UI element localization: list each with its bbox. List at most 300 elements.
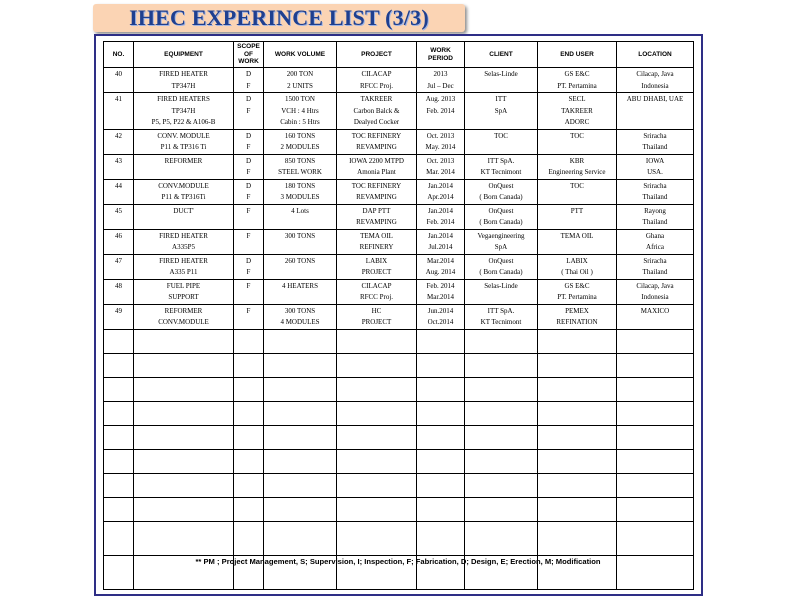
cell-scope — [234, 229, 264, 254]
empty-cell — [465, 473, 538, 497]
cell-equipment — [134, 229, 234, 254]
empty-cell — [104, 449, 134, 473]
cell-line: RFCC Proj. — [359, 293, 394, 301]
cell-line: PROJECT — [361, 268, 392, 276]
cell-line: A335P5 — [172, 243, 195, 251]
cell-line: Oct. 2013 — [426, 131, 455, 140]
empty-cell — [234, 353, 264, 377]
cell-line: 43 — [115, 156, 122, 165]
cell-line: PTT — [570, 206, 584, 215]
cell-line: 4 HEATERS — [282, 281, 318, 290]
cell-no — [104, 129, 134, 154]
table-row — [104, 204, 694, 229]
empty-cell — [465, 353, 538, 377]
cell-line: Feb. 2014 — [426, 218, 455, 226]
cell-end-user — [538, 179, 617, 204]
cell-period — [417, 204, 465, 229]
empty-cell — [234, 329, 264, 353]
empty-cell — [617, 449, 694, 473]
cell-scope — [234, 68, 264, 93]
cell-client — [465, 279, 538, 304]
header-no: NO. — [104, 42, 134, 68]
cell-line: FIRED HEATERS — [157, 95, 210, 103]
cell-line: MAXICO — [640, 306, 670, 315]
cell-line: 2 MODULES — [280, 143, 320, 151]
cell-volume — [264, 229, 337, 254]
empty-cell — [465, 497, 538, 521]
cell-line: Aug. 2013 — [425, 95, 456, 103]
header-equipment: EQUIPMENT — [134, 42, 234, 68]
empty-cell — [104, 497, 134, 521]
cell-client — [465, 204, 538, 229]
cell-line: REFORMER — [164, 306, 203, 315]
cell-line: A335 P11 — [169, 268, 198, 276]
cell-line: Cilacap, Java — [636, 70, 674, 78]
table-row — [104, 254, 694, 279]
empty-cell — [234, 401, 264, 425]
cell-line: ITT SpA. — [487, 306, 515, 315]
cell-line: LABIX — [365, 256, 388, 265]
cell-equipment — [134, 93, 234, 130]
cell-location — [617, 154, 694, 179]
cell-line: KT Tecnimont — [480, 168, 522, 176]
cell-line: 49 — [115, 306, 122, 315]
cell-line: Africa — [646, 243, 664, 251]
cell-line: USA. — [647, 168, 663, 176]
cell-line: IOWA 2200 MTPD — [349, 156, 404, 165]
cell-line: TOC — [494, 131, 508, 140]
empty-cell — [465, 377, 538, 401]
cell-line: D — [245, 131, 252, 140]
empty-cell — [134, 425, 234, 449]
table-row — [104, 279, 694, 304]
empty-cell — [264, 377, 337, 401]
cell-location — [617, 304, 694, 329]
cell-line: F — [246, 168, 251, 176]
cell-line: Thailand — [642, 143, 668, 151]
cell-line: 160 TONS — [284, 131, 316, 140]
cell-line: TOC — [570, 131, 584, 140]
cell-end-user — [538, 93, 617, 130]
cell-volume — [264, 93, 337, 130]
cell-period — [417, 279, 465, 304]
cell-no — [104, 229, 134, 254]
header-row — [104, 42, 694, 68]
cell-line: REVAMPING — [356, 143, 397, 151]
cell-line: SUPPORT — [168, 293, 199, 301]
cell-line: ABU DHABI, UAE — [626, 95, 684, 103]
empty-cell — [234, 473, 264, 497]
empty-cell — [337, 449, 417, 473]
cell-no — [104, 204, 134, 229]
empty-cell — [417, 353, 465, 377]
cell-line: Sriracha — [643, 256, 667, 265]
cell-line: TP347H — [171, 106, 196, 115]
cell-no — [104, 279, 134, 304]
cell-line: TAKREER — [561, 106, 593, 115]
cell-line: Apr.2014 — [427, 193, 454, 201]
cell-line: Thailand — [642, 193, 668, 201]
cell-location — [617, 179, 694, 204]
cell-end-user — [538, 68, 617, 93]
cell-line: 46 — [115, 231, 122, 240]
cell-line: 2013 — [433, 70, 448, 78]
cell-line: Thailand — [642, 218, 668, 226]
cell-line: PT. Pertamina — [557, 293, 597, 301]
cell-line: F — [246, 268, 251, 276]
cell-project — [337, 304, 417, 329]
empty-cell — [617, 353, 694, 377]
cell-line: TOC REFINERY — [351, 131, 402, 140]
cell-volume — [264, 154, 337, 179]
empty-cell — [417, 449, 465, 473]
cell-line: 4 Lots — [291, 206, 309, 215]
cell-end-user — [538, 229, 617, 254]
table-row — [104, 129, 694, 154]
cell-line: 200 TON — [286, 70, 314, 78]
cell-equipment — [134, 254, 234, 279]
empty-row — [104, 497, 694, 521]
empty-cell — [417, 401, 465, 425]
empty-cell — [617, 329, 694, 353]
empty-cell — [134, 497, 234, 521]
cell-line: Mar. 2014 — [426, 168, 455, 176]
empty-cell — [234, 425, 264, 449]
cell-line: 850 TONS — [284, 156, 316, 165]
cell-client — [465, 68, 538, 93]
empty-cell — [417, 425, 465, 449]
empty-cell — [104, 473, 134, 497]
cell-end-user — [538, 279, 617, 304]
cell-line: RFCC Proj. — [359, 81, 394, 90]
cell-line: 2 UNITS — [287, 81, 313, 90]
cell-line: HC — [371, 306, 382, 315]
empty-cell — [417, 473, 465, 497]
cell-no — [104, 68, 134, 93]
cell-line: REVAMPING — [356, 218, 397, 226]
empty-cell — [417, 377, 465, 401]
empty-cell — [134, 449, 234, 473]
cell-line: Jul.2014 — [428, 243, 453, 251]
empty-cell — [337, 377, 417, 401]
cell-line: Dealyed Cocker — [353, 118, 400, 126]
cell-line: DUCT' — [173, 206, 194, 215]
cell-line: 180 TONS — [284, 181, 316, 190]
cell-line: F — [246, 231, 251, 240]
cell-line: F — [246, 106, 251, 115]
cell-line: Jan.2014 — [427, 231, 454, 240]
cell-location — [617, 254, 694, 279]
cell-line: TOC REFINERY — [351, 181, 402, 190]
empty-row — [104, 473, 694, 497]
cell-line: PROJECT — [361, 318, 392, 326]
cell-line: 45 — [115, 206, 122, 215]
cell-line: PEMEX — [565, 306, 589, 315]
cell-location — [617, 279, 694, 304]
cell-line: F — [246, 143, 251, 151]
empty-cell — [264, 521, 337, 555]
cell-line: Selas-Linde — [484, 70, 518, 78]
cell-line: 300 TONS — [284, 306, 316, 315]
empty-row — [104, 521, 694, 555]
cell-line: STEEL WORK — [278, 168, 322, 176]
cell-line: TOC — [570, 181, 584, 190]
empty-cell — [264, 497, 337, 521]
cell-line: VCH : 4 Htrs — [281, 106, 319, 115]
cell-line: FIRED HEATER — [159, 231, 208, 240]
cell-scope — [234, 304, 264, 329]
empty-cell — [465, 329, 538, 353]
cell-volume — [264, 304, 337, 329]
table-row — [104, 304, 694, 329]
cell-client — [465, 254, 538, 279]
cell-project — [337, 129, 417, 154]
empty-cell — [417, 329, 465, 353]
cell-location — [617, 229, 694, 254]
cell-line: SpA — [494, 106, 508, 115]
header-work-volume: WORK VOLUME — [264, 42, 337, 68]
cell-project — [337, 279, 417, 304]
cell-line: CILACAP — [361, 281, 392, 290]
empty-cell — [104, 425, 134, 449]
empty-cell — [617, 473, 694, 497]
cell-line: OnQuest — [488, 206, 514, 215]
cell-location — [617, 129, 694, 154]
header-end-user: END USER — [538, 42, 617, 68]
cell-scope — [234, 93, 264, 130]
cell-project — [337, 93, 417, 130]
empty-cell — [264, 401, 337, 425]
cell-line: OnQuest — [488, 181, 514, 190]
cell-volume — [264, 179, 337, 204]
cell-line: Oct. 2013 — [426, 156, 455, 165]
cell-client — [465, 179, 538, 204]
empty-cell — [134, 401, 234, 425]
cell-scope — [234, 179, 264, 204]
cell-line: Sriracha — [643, 181, 667, 190]
cell-client — [465, 154, 538, 179]
empty-cell — [337, 425, 417, 449]
cell-scope — [234, 279, 264, 304]
cell-line: D — [245, 256, 252, 265]
empty-cell — [538, 425, 617, 449]
cell-line: REFINATION — [556, 318, 598, 326]
table-row — [104, 154, 694, 179]
cell-line: 3 MODULES — [280, 193, 320, 201]
empty-cell — [538, 521, 617, 555]
empty-cell — [617, 521, 694, 555]
cell-line: 44 — [115, 181, 122, 190]
cell-line: 300 TONS — [284, 231, 316, 240]
cell-end-user — [538, 204, 617, 229]
cell-line: D — [245, 95, 252, 103]
cell-end-user — [538, 304, 617, 329]
empty-cell — [538, 329, 617, 353]
cell-line: ITT — [495, 95, 507, 103]
cell-no — [104, 304, 134, 329]
cell-line: TP347H — [171, 81, 196, 90]
cell-period — [417, 304, 465, 329]
empty-cell — [538, 497, 617, 521]
empty-cell — [134, 353, 234, 377]
table-row — [104, 229, 694, 254]
table-body — [104, 68, 694, 590]
empty-cell — [538, 377, 617, 401]
cell-no — [104, 93, 134, 130]
empty-cell — [264, 353, 337, 377]
empty-cell — [264, 425, 337, 449]
title-banner — [93, 4, 465, 32]
cell-project — [337, 68, 417, 93]
cell-period — [417, 93, 465, 130]
cell-volume — [264, 254, 337, 279]
cell-equipment — [134, 68, 234, 93]
table-row — [104, 93, 694, 130]
cell-line: FIRED HEATER — [159, 256, 208, 265]
cell-line: F — [246, 206, 251, 215]
empty-cell — [134, 329, 234, 353]
cell-period — [417, 129, 465, 154]
cell-scope — [234, 154, 264, 179]
empty-cell — [465, 401, 538, 425]
cell-client — [465, 129, 538, 154]
cell-line: ( Born Canada) — [479, 268, 523, 276]
cell-no — [104, 179, 134, 204]
empty-cell — [104, 521, 134, 555]
cell-line: TEMA OIL — [560, 231, 594, 240]
cell-line: ( Thai Oil ) — [561, 268, 593, 276]
cell-line: P11 & TP316Ti — [161, 193, 206, 201]
cell-line: PT. Pertamina — [557, 81, 597, 90]
cell-location — [617, 68, 694, 93]
cell-line: 260 TONS — [284, 256, 316, 265]
cell-line: F — [246, 193, 251, 201]
cell-line: SECL — [568, 95, 586, 103]
cell-line: REFORMER — [164, 156, 203, 165]
cell-line: Carbon Balck & — [353, 106, 400, 115]
cell-volume — [264, 204, 337, 229]
cell-line: CONV. MODULE — [157, 131, 210, 140]
empty-cell — [465, 449, 538, 473]
empty-cell — [104, 353, 134, 377]
cell-scope — [234, 204, 264, 229]
empty-cell — [234, 449, 264, 473]
cell-line: CONV.MODULE — [158, 181, 209, 190]
empty-row — [104, 353, 694, 377]
cell-line: Jun.2014 — [427, 306, 454, 315]
cell-line: F — [246, 281, 251, 290]
cell-line: CONV.MODULE — [158, 318, 209, 326]
empty-cell — [337, 497, 417, 521]
cell-line: Mar.2014 — [426, 256, 455, 265]
empty-cell — [337, 329, 417, 353]
cell-line: Sriracha — [643, 131, 667, 140]
header-scope: SCOPE OF WORK — [234, 42, 264, 68]
empty-cell — [538, 353, 617, 377]
cell-line: Indonesia — [641, 293, 669, 301]
cell-period — [417, 254, 465, 279]
cell-line: Engineering Service — [548, 168, 606, 176]
page-title: IHEC EXPERINCE LIST (3/3) — [129, 5, 429, 30]
empty-row — [104, 449, 694, 473]
cell-project — [337, 179, 417, 204]
cell-line: ( Born Canada) — [479, 218, 523, 226]
empty-cell — [538, 449, 617, 473]
cell-period — [417, 179, 465, 204]
cell-period — [417, 154, 465, 179]
cell-line: 47 — [115, 256, 122, 265]
cell-client — [465, 229, 538, 254]
empty-cell — [234, 377, 264, 401]
cell-no — [104, 154, 134, 179]
cell-client — [465, 304, 538, 329]
cell-scope — [234, 254, 264, 279]
cell-equipment — [134, 129, 234, 154]
header-client: CLIENT — [465, 42, 538, 68]
empty-cell — [104, 377, 134, 401]
cell-line: Rayong — [644, 206, 666, 215]
cell-equipment — [134, 179, 234, 204]
cell-line: TEMA OIL — [360, 231, 393, 240]
experience-table — [103, 41, 694, 590]
cell-line: CILACAP — [361, 70, 392, 78]
empty-cell — [134, 377, 234, 401]
cell-equipment — [134, 304, 234, 329]
cell-line: GS E&C — [564, 70, 590, 78]
cell-line: DAP PTT — [362, 206, 391, 215]
cell-line: IOWA — [645, 156, 665, 165]
cell-line: D — [245, 181, 252, 190]
empty-cell — [417, 497, 465, 521]
cell-line: FUEL PIPE — [166, 281, 201, 290]
cell-line: ADORC — [564, 118, 590, 126]
cell-line: F — [246, 306, 251, 315]
cell-line: P5, P5, P22 & A106-B — [151, 118, 216, 126]
cell-line: LABIX — [566, 256, 588, 265]
cell-client — [465, 93, 538, 130]
cell-line: REVAMPING — [356, 193, 397, 201]
cell-line: F — [246, 81, 251, 90]
empty-cell — [538, 473, 617, 497]
empty-cell — [234, 521, 264, 555]
cell-line: Ghana — [645, 231, 665, 240]
cell-line: P11 & TP316 Ti — [160, 143, 207, 151]
cell-line: SpA — [494, 243, 508, 251]
empty-row — [104, 377, 694, 401]
cell-line: 41 — [115, 95, 122, 103]
cell-line: Feb. 2014 — [426, 281, 455, 290]
cell-line: OnQuest — [488, 256, 514, 265]
cell-volume — [264, 68, 337, 93]
header-project: PROJECT — [337, 42, 417, 68]
cell-project — [337, 229, 417, 254]
cell-line: Oct.2014 — [427, 318, 454, 326]
cell-end-user — [538, 154, 617, 179]
empty-cell — [264, 329, 337, 353]
cell-line: D — [245, 156, 252, 165]
cell-line: Mar.2014 — [426, 293, 455, 301]
cell-volume — [264, 129, 337, 154]
cell-line: Cilacap, Java — [636, 281, 674, 290]
empty-cell — [337, 401, 417, 425]
empty-cell — [234, 497, 264, 521]
empty-cell — [134, 521, 234, 555]
empty-cell — [337, 353, 417, 377]
cell-line: Vegaengineering — [477, 231, 525, 240]
cell-line: Indonesia — [641, 81, 669, 90]
empty-cell — [617, 425, 694, 449]
header-work-period: WORK PERIOD — [417, 42, 465, 68]
